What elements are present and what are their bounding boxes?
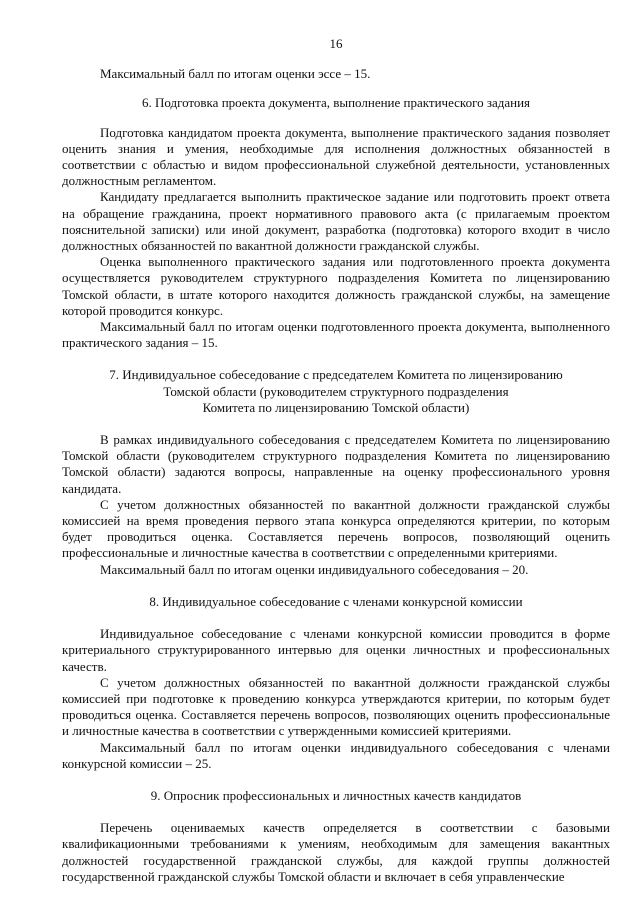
section-7-heading-line: Комитета по лицензированию Томской области) [202,399,470,415]
spacer [62,772,610,788]
section-8-paragraph: С учетом должностных обязанностей по вакантной должности гражданской службы комиссией при подготовке к проведению конкурса утверждаются критерии, по которым будет проводиться оценка. Составляется перечень вопросов, позволяющих оценить профессиональные и личностные качества в соответствии с утвержденными комиссией критериями. [62,674,610,739]
section-6-paragraph: Оценка выполненного практического задания или подготовленного проекта документа осуществляется руководителем структурного подразделения Комитета по лицензированию Томской области, в штате которого находится должность гражданской службы, на замещение которой проводится конкурс. [62,254,610,318]
section-7-max-score: Максимальный балл по итогам оценки индивидуального собеседования – 20. [100,561,529,577]
section-6-paragraph: Кандидату предлагается выполнить практическое задание или подготовить проект ответа на обращение гражданина, проект нормативного правового акта (с прилагаемым проектом пояснительной записки) или иной документ, разработка (подготовка) которого входит в число должностных обязанностей по вакантной должности гражданской службы. [62,189,610,254]
section-6-heading: 6. Подготовка проекта документа, выполнение практического задания [141,95,531,111]
section-8-heading: 8. Индивидуальное собеседование с членами конкурсной комиссии [149,593,523,609]
document-page [62,36,610,885]
spacer [62,804,610,820]
section-7-heading-line: Томской области (руководителем структурного подразделения [163,383,509,399]
section-6-paragraph: Подготовка кандидатом проекта документа, выполнение практического задания позволяет оценить знания и умения, необходимые для исполнения должностных обязанностей в соответствии с областью и видом профессиональной служебной деятельности, установленных должностным регламентом. [62,124,610,189]
spacer [62,578,610,594]
section-7-paragraph: С учетом должностных обязанностей по вакантной должности гражданской службы комиссией на время проведения первого этапа конкурса определяются критерии, по которым будет проводиться оценка. Составляется перечень вопросов, позволяющий оценить профессиональные и личностные качества в соответствии с определенными критериями. [62,496,610,561]
spacer [62,351,610,367]
section-9-paragraph: Перечень оцениваемых качеств определяется в соответствии с базовыми квалификационными требованиями к умениям, необходимым для замещения вакантных должностей государственной гражданской службы, для каждой группы должностей государственной гражданской службы Томской области и включает в себя управленческие [62,820,610,884]
section-8-max-score: Максимальный балл по итогам оценки индивидуального собеседования с членами конкурсной комиссии – 25. [62,739,610,771]
section-6-max-score: Максимальный балл по итогам оценки подготовленного проекта документа, выполненного практического задания – 15. [62,319,610,351]
section-7-heading-line: 7. Индивидуальное собеседование с председателем Комитета по лицензированию [109,367,563,383]
section-7-paragraph: В рамках индивидуального собеседования с председателем Комитета по лицензированию Томской области (руководителем структурного подразделения Комитета по лицензированию Томской области) задаются вопросы, направленные на оценку профессионального уровня кандидата. [62,432,610,496]
section-9-heading: 9. Опросник профессиональных и личностных качеств кандидатов [150,787,522,803]
section-8-paragraph: Индивидуальное собеседование с членами конкурсной комиссии проводится в форме критериального структурированного интервью для оценки личностных и профессиональных качеств. [62,626,610,674]
spacer [62,82,610,95]
max-score-essay: Максимальный балл по итогам оценки эссе – 15. [100,66,371,82]
spacer [62,416,610,432]
page-number: 16 [329,36,343,51]
spacer [62,112,610,125]
spacer [62,610,610,626]
